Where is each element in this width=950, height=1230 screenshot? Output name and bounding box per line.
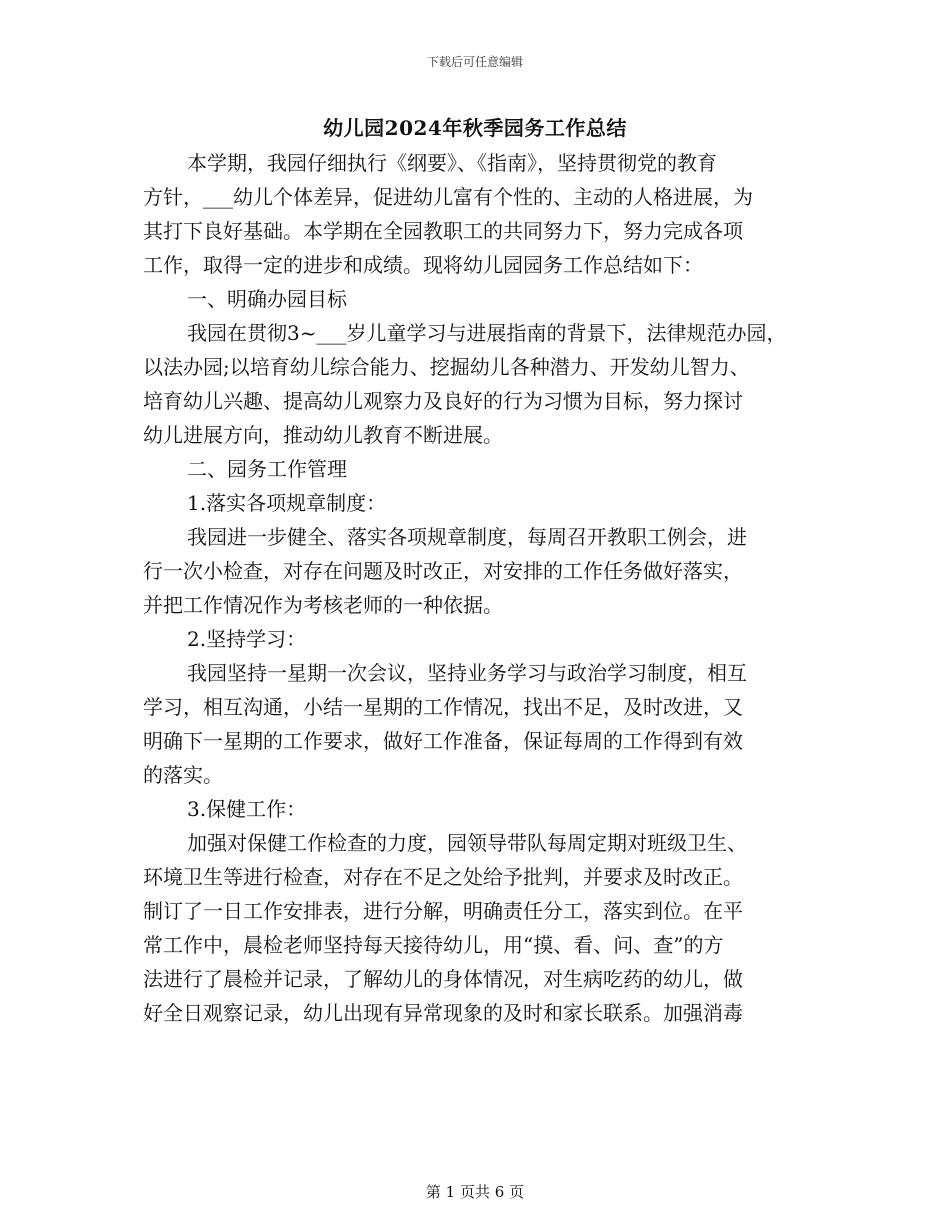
paragraph-line: 行一次小检查，对存在问题及时改正，对安排的工作任务做好落实， [143, 559, 743, 583]
paragraph-line: 培育幼儿兴趣、提高幼儿观察力及良好的行为习惯为目标，努力探讨 [143, 389, 743, 413]
paragraph-line: 的落实。 [143, 763, 223, 787]
paragraph-line: 幼儿进展方向，推动幼儿教育不断进展。 [143, 423, 503, 447]
paragraph-line: 好全日观察记录，幼儿出现有异常现象的及时和家长联系。加强消毒 [143, 1001, 743, 1025]
paragraph-line: 我园坚持一星期一次会议，坚持业务学习与政治学习制度，相互 [187, 661, 747, 685]
paragraph-line: 明确下一星期的工作要求，做好工作准备，保证每周的工作得到有效 [143, 729, 743, 753]
page-header-note: 下载后可任意编辑 [426, 55, 523, 69]
paragraph-line: 并把工作情况作为考核老师的一种依据。 [143, 593, 503, 617]
paragraph-line: 本学期，我园仔细执行《纲要》、《指南》，坚持贯彻党的教育 [187, 151, 717, 175]
paragraph-line: 我园在贯彻3~___岁儿童学习与进展指南的背景下，法律规范办园， [187, 321, 787, 345]
section-heading: 二、园务工作管理 [187, 457, 347, 481]
paragraph-line: 法进行了晨检并记录，了解幼儿的身体情况，对生病吃药的幼儿，做 [143, 967, 743, 991]
paragraph-line: 环境卫生等进行检查，对存在不足之处给予批判，并要求及时改正。 [143, 865, 743, 889]
paragraph-line: 以法办园;以培育幼儿综合能力、挖掘幼儿各种潜力、开发幼儿智力、 [143, 355, 750, 379]
paragraph-line: 加强对保健工作检查的力度，园领导带队每周定期对班级卫生、 [187, 831, 747, 855]
subsection-heading: 3.保健工作： [187, 797, 307, 821]
document-body [143, 146, 823, 1030]
paragraph-line: 常工作中，晨检老师坚持每天接待幼儿，用“摸、看、问、查”的方 [143, 933, 724, 957]
paragraph-line: 制订了一日工作安排表，进行分解，明确责任分工，落实到位。在平 [143, 899, 743, 923]
subsection-heading: 1.落实各项规章制度： [187, 491, 387, 515]
paragraph-line: 工作，取得一定的进步和成绩。现将幼儿园园务工作总结如下： [143, 253, 703, 277]
paragraph-line: 方针，___幼儿个体差异，促进幼儿富有个性的、主动的人格进展，为 [143, 185, 753, 209]
paragraph-line: 学习，相互沟通，小结一星期的工作情况，找出不足，及时改进，又 [143, 695, 743, 719]
document-title: 幼儿园2024年秋季园务工作总结 [323, 116, 627, 140]
section-heading: 一、明确办园目标 [187, 287, 347, 311]
paragraph-line: 其打下良好基础。本学期在全园教职工的共同努力下，努力完成各项 [143, 219, 743, 243]
paragraph-line: 我园进一步健全、落实各项规章制度，每周召开教职工例会，进 [187, 525, 747, 549]
subsection-heading: 2.坚持学习： [187, 627, 307, 651]
page-number: 第 1 页共 6 页 [425, 1183, 525, 1201]
